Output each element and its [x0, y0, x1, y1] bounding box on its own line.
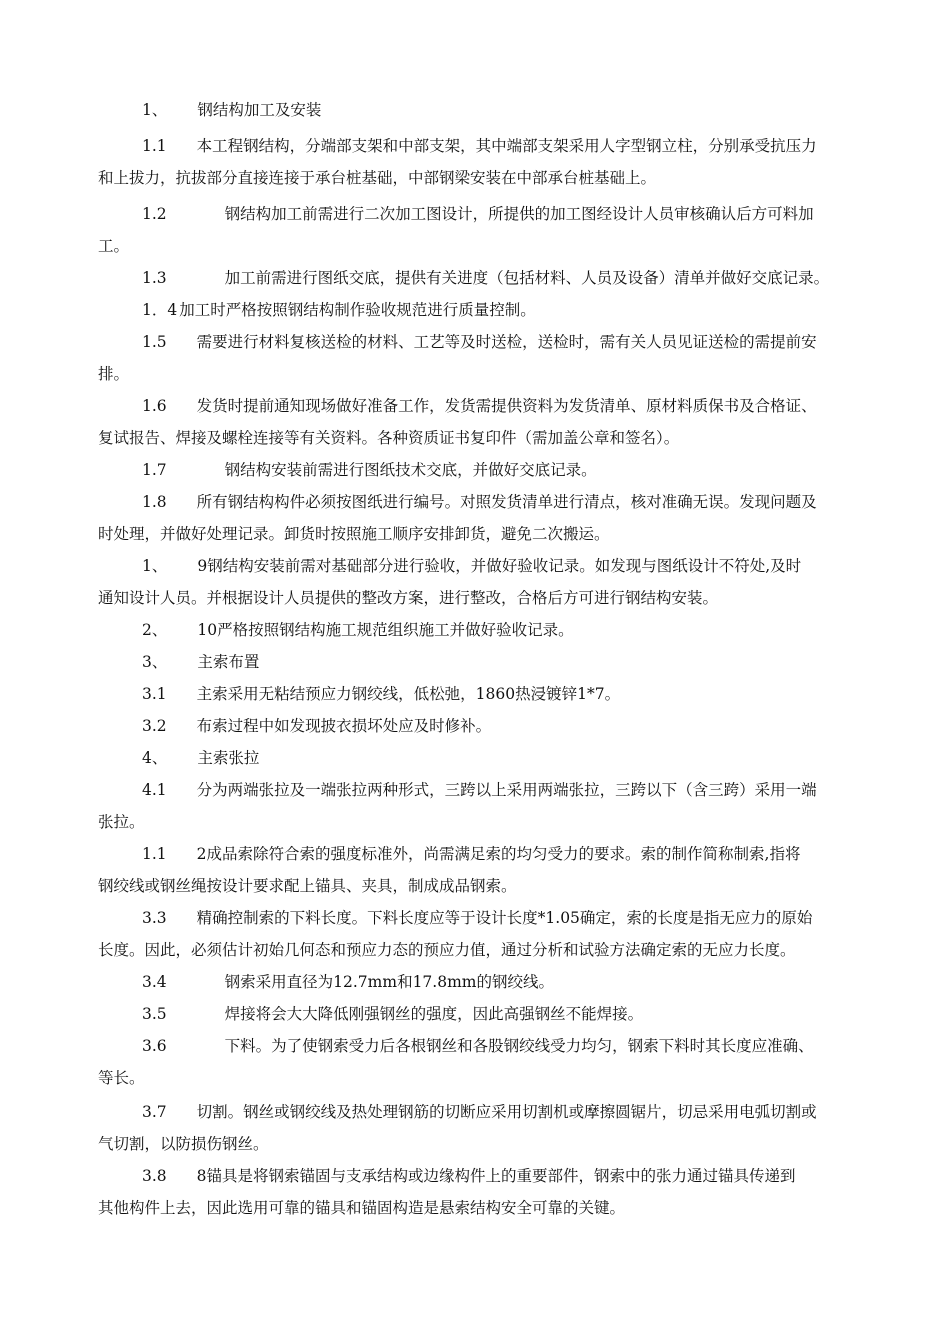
paragraph-text: 发货时提前通知现场做好准备工作，发货需提供资料为发货清单、原材料质保书及合格证、: [196, 397, 817, 415]
paragraph-text: 加工时严格按照钢结构制作验收规范进行质量控制。: [179, 301, 536, 319]
paragraph-number: 3.5: [142, 1005, 167, 1023]
paragraph-continuation: 钢绞线或钢丝绳按设计要求配上锚具、夹具，制成成品钢索。: [98, 877, 517, 895]
paragraph-2: [98, 614, 904, 646]
paragraph-continuation: 时处理，并做好处理记录。卸货时按照施工顺序安排卸货，避免二次搬运。: [98, 525, 610, 543]
paragraph-text: 精确控制索的下料长度。下料长度应等于设计长度*1.05确定，索的长度是指无应力的原始: [196, 909, 813, 927]
paragraph-number: 1.7: [142, 461, 167, 479]
paragraph-text: 切割。钢丝或钢绞线及热处理钢筋的切断应采用切割机或摩擦圆锯片，切忌采用电弧切割或: [196, 1103, 817, 1121]
paragraph-number: 1.1: [142, 845, 167, 863]
paragraph-continuation: 其他构件上去，因此选用可靠的锚具和锚固构造是悬索结构安全可靠的关键。: [98, 1199, 626, 1217]
paragraph-continuation: 张拉。: [98, 813, 145, 831]
paragraph-number: 3.2: [142, 717, 167, 735]
paragraph-number: 1.1: [142, 137, 167, 155]
paragraph-text: 8锚具是将钢索锚固与支承结构或边缘构件上的重要部件，钢索中的张力通过锚具传递到: [196, 1167, 796, 1185]
paragraph-3-2: [98, 710, 904, 742]
paragraph-continuation: 复试报告、焊接及螺栓连接等有关资料。各种资质证书复印件（需加盖公章和签名）。: [98, 429, 680, 447]
paragraph-3-8: [98, 1160, 904, 1224]
paragraph-number: 1.6: [142, 397, 167, 415]
paragraph-continuation: 排。: [98, 365, 130, 383]
paragraph-number: 3.7: [142, 1103, 167, 1121]
paragraph-1-9: [98, 550, 904, 614]
paragraph-text: 本工程钢结构，分端部支架和中部支架，其中端部支架采用人字型钢立柱，分别承受抗压力: [196, 137, 817, 155]
paragraph-continuation: 等长。: [98, 1069, 145, 1087]
paragraph-text: 分为两端张拉及一端张拉两种形式，三跨以上采用两端张拉，三跨以下（含三跨）采用一端: [196, 781, 817, 799]
paragraph-text: 加工前需进行图纸交底，提供有关进度（包括材料、人员及设备）清单并做好交底记录。: [224, 269, 830, 287]
paragraph-1-4: [98, 294, 904, 326]
paragraph-number: 4.1: [142, 781, 167, 799]
paragraph-number: 1.3: [142, 269, 167, 287]
paragraph-continuation: 工。: [98, 237, 130, 255]
paragraph-text: 主索张拉: [197, 749, 260, 767]
paragraph-text: 2成品索除符合索的强度标准外，尚需满足索的均匀受力的要求。索的制作简称制索,指将: [196, 845, 801, 863]
paragraph-number: 1、: [142, 101, 168, 119]
paragraph-number: 3.8: [142, 1167, 167, 1185]
paragraph-text: 主索布置: [197, 653, 260, 671]
paragraph-text: 下料。为了使钢索受力后各根钢丝和各股钢绞线受力均匀，钢索下料时其长度应准确、: [224, 1037, 814, 1055]
paragraph-number: 3、: [142, 653, 168, 671]
paragraph-text: 钢结构加工前需进行二次加工图设计，所提供的加工图经设计人员审核确认后方可料加: [224, 205, 814, 223]
paragraph-3-3: [98, 902, 904, 966]
paragraph-text: 9钢结构安装前需对基础部分进行验收，并做好验收记录。如发现与图纸设计不符处,及时: [197, 557, 802, 575]
paragraph-1-1-2: [98, 838, 904, 902]
paragraph-text: 钢结构加工及安装: [197, 101, 322, 119]
paragraph-text: 所有钢结构构件必须按图纸进行编号。对照发货清单进行清点，核对准确无误。发现问题及: [196, 493, 817, 511]
paragraph-continuation: 长度。因此，必须估计初始几何态和预应力态的预应力值，通过分析和试验方法确定索的无应力长度。: [98, 941, 796, 959]
paragraph-3-1: [98, 678, 904, 710]
paragraph-3: [98, 646, 904, 678]
paragraph-continuation: 和上拔力，抗拔部分直接连接于承台桩基础，中部钢梁安装在中部承台桩基础上。: [98, 169, 657, 187]
paragraph-1-2: [98, 198, 904, 262]
paragraph-number: 1．4: [142, 301, 178, 319]
paragraph-1-5: [98, 326, 904, 390]
paragraph-3-5: [98, 998, 904, 1030]
paragraph-text: 钢结构安装前需进行图纸技术交底，并做好交底记录。: [224, 461, 597, 479]
paragraph-number: 1.5: [142, 333, 167, 351]
paragraph-1-7: [98, 454, 904, 486]
paragraph-1: [98, 94, 904, 126]
paragraph-continuation: 通知设计人员。并根据设计人员提供的整改方案，进行整改，合格后方可进行钢结构安装。: [98, 589, 719, 607]
paragraph-text: 10严格按照钢结构施工规范组织施工并做好验收记录。: [197, 621, 574, 639]
paragraph-1-6: [98, 390, 904, 454]
paragraph-number: 3.6: [142, 1037, 167, 1055]
paragraph-text: 布索过程中如发现披衣损坏处应及时修补。: [196, 717, 492, 735]
paragraph-text: 焊接将会大大降低刚强钢丝的强度，因此高强钢丝不能焊接。: [224, 1005, 644, 1023]
paragraph-3-4: [98, 966, 904, 998]
paragraph-1-3: [98, 262, 904, 294]
paragraph-text: 需要进行材料复核送检的材料、工艺等及时送检，送检时，需有关人员见证送检的需提前安: [196, 333, 817, 351]
paragraph-3-7: [98, 1096, 904, 1160]
paragraph-number: 3.4: [142, 973, 167, 991]
paragraph-number: 1.2: [142, 205, 167, 223]
paragraph-1-8: [98, 486, 904, 550]
paragraph-1-1: [98, 130, 904, 194]
paragraph-number: 1.8: [142, 493, 167, 511]
paragraph-number: 2、: [142, 621, 168, 639]
paragraph-4: [98, 742, 904, 774]
paragraph-text: 钢索采用直径为12.7mm和17.8mm的钢绞线。: [224, 973, 554, 991]
paragraph-continuation: 气切割，以防损伤钢丝。: [98, 1135, 269, 1153]
paragraph-number: 3.3: [142, 909, 167, 927]
paragraph-3-6: [98, 1030, 904, 1094]
paragraph-number: 3.1: [142, 685, 167, 703]
paragraph-4-1: [98, 774, 904, 838]
paragraph-number: 1、: [142, 557, 168, 575]
paragraph-number: 4、: [142, 749, 168, 767]
paragraph-text: 主索采用无粘结预应力钢绞线，低松弛，1860热浸镀锌1*7。: [196, 685, 621, 703]
